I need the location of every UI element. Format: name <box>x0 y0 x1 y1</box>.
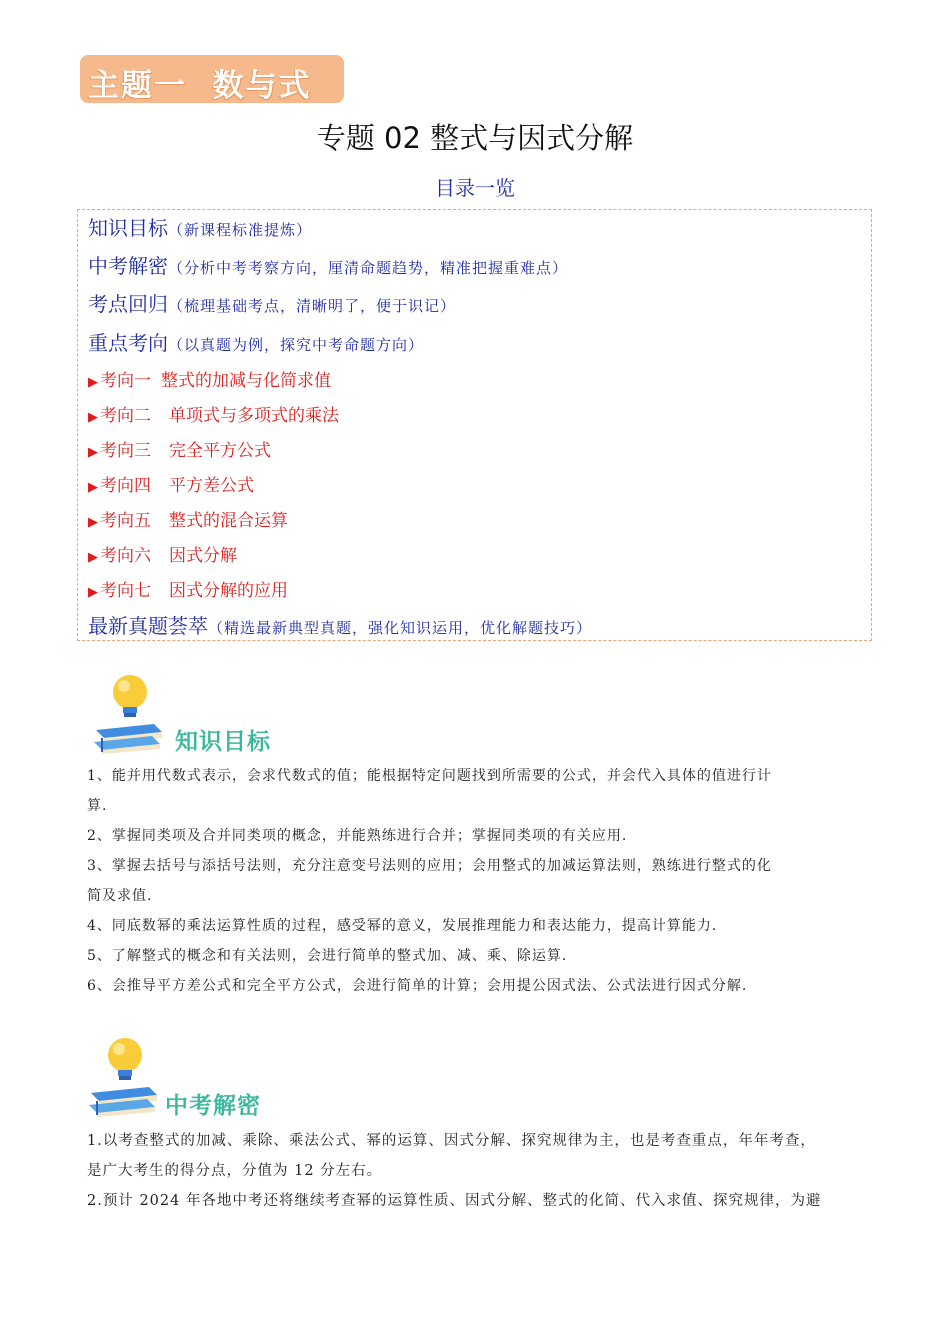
toc-subitem-1[interactable] <box>88 366 331 391</box>
paragraph-line: 4、同底数幂的乘法运算性质的过程，感受幂的意义，发展推理能力和表达能力，提高计算能力. <box>87 918 718 934</box>
toc-subitem-label: 考向一 <box>100 371 151 391</box>
toc-item-heading: 中考解密 <box>88 254 168 278</box>
toc-subitem-label: 考向六 <box>100 546 151 566</box>
paragraph-line: 是广大考生的得分点，分值为 12 分左右。 <box>87 1163 383 1179</box>
paragraph-line: 简及求值. <box>87 888 153 904</box>
section-title-knowledge-goals: 知识目标 <box>175 729 271 755</box>
knowledge-goals-list <box>87 761 867 1001</box>
triangle-bullet-icon: ▶ <box>88 375 98 390</box>
toc-subitem-7[interactable] <box>88 576 288 601</box>
paragraph-line: 1.以考查整式的加减、乘除、乘法公式、幂的运算、因式分解、探究规律为主，也是考查重点，年年考查， <box>87 1133 816 1149</box>
table-of-contents <box>77 209 872 641</box>
toc-item-note: （以真题为例，探究中考命题方向） <box>168 336 425 354</box>
toc-item-exam-directions[interactable] <box>88 327 424 356</box>
toc-subitem-label: 考向七 <box>100 581 151 601</box>
document-title: 专题 02 整式与因式分解 <box>316 121 634 155</box>
toc-item-heading: 知识目标 <box>88 216 168 240</box>
topic-banner <box>80 55 344 103</box>
toc-title: 目录一览 <box>435 176 515 200</box>
exam-analysis-list <box>87 1126 867 1216</box>
topic-banner-text: 主题一 数与式 <box>88 68 312 104</box>
toc-item-note: （新课程标准提炼） <box>168 221 313 239</box>
toc-item-heading: 最新真题荟萃 <box>88 614 208 638</box>
toc-subitem-name: 单项式与多项式的乘法 <box>169 406 339 426</box>
toc-subitem-label: 考向四 <box>100 476 151 496</box>
toc-item-latest-exams[interactable] <box>88 610 592 639</box>
toc-item-exam-analysis[interactable] <box>88 250 568 279</box>
toc-item-note: （分析中考考察方向，厘清命题趋势，精准把握重难点） <box>168 259 569 277</box>
toc-subitem-label: 考向二 <box>100 406 151 426</box>
triangle-bullet-icon: ▶ <box>88 480 98 495</box>
lightbulb-books-icon <box>90 672 170 754</box>
toc-subitem-name: 因式分解的应用 <box>169 581 288 601</box>
paragraph-line: 6、会推导平方差公式和完全平方公式，会进行简单的计算；会用提公因式法、公式法进行因式分解. <box>87 978 748 994</box>
toc-item-key-points[interactable] <box>88 288 456 317</box>
toc-subitem-label: 考向三 <box>100 441 151 461</box>
toc-subitem-5[interactable] <box>88 506 288 531</box>
toc-item-heading: 考点回归 <box>88 292 168 316</box>
paragraph-line: 算. <box>87 798 108 814</box>
toc-subitem-name: 完全平方公式 <box>169 441 271 461</box>
toc-subitem-4[interactable] <box>88 471 254 496</box>
toc-subitem-name: 因式分解 <box>169 546 237 566</box>
triangle-bullet-icon: ▶ <box>88 515 98 530</box>
section-title-exam-analysis: 中考解密 <box>165 1093 261 1119</box>
toc-item-heading: 重点考向 <box>88 331 168 355</box>
toc-subitem-3[interactable] <box>88 436 271 461</box>
triangle-bullet-icon: ▶ <box>88 410 98 425</box>
paragraph-line: 1、能并用代数式表示，会求代数式的值；能根据特定问题找到所需要的公式，并会代入具体的值进行计 <box>87 768 772 784</box>
paragraph-line: 5、了解整式的概念和有关法则，会进行简单的整式加、减、乘、除运算. <box>87 948 568 964</box>
toc-subitem-name: 平方差公式 <box>169 476 254 496</box>
paragraph-line: 2、掌握同类项及合并同类项的概念，并能熟练进行合并；掌握同类项的有关应用. <box>87 828 628 844</box>
triangle-bullet-icon: ▶ <box>88 585 98 600</box>
toc-subitem-name: 整式的加减与化简求值 <box>161 371 331 391</box>
lightbulb-books-icon <box>85 1035 165 1117</box>
paragraph-line: 2.预计 2024 年各地中考还将继续考查幂的运算性质、因式分解、整式的化简、代入求值、探究规律，为避 <box>87 1193 822 1209</box>
triangle-bullet-icon: ▶ <box>88 550 98 565</box>
toc-subitem-name: 整式的混合运算 <box>169 511 288 531</box>
toc-subitem-label: 考向五 <box>100 511 151 531</box>
toc-subitem-2[interactable] <box>88 401 339 426</box>
toc-item-note: （梳理基础考点，清晰明了，便于识记） <box>168 297 457 315</box>
triangle-bullet-icon: ▶ <box>88 445 98 460</box>
toc-subitem-6[interactable] <box>88 541 237 566</box>
toc-item-note: （精选最新典型真题，强化知识运用，优化解题技巧） <box>208 619 593 637</box>
paragraph-line: 3、掌握去括号与添括号法则，充分注意变号法则的应用；会用整式的加减运算法则，熟练进行整式的化 <box>87 858 772 874</box>
toc-item-knowledge-goals[interactable] <box>88 212 312 241</box>
